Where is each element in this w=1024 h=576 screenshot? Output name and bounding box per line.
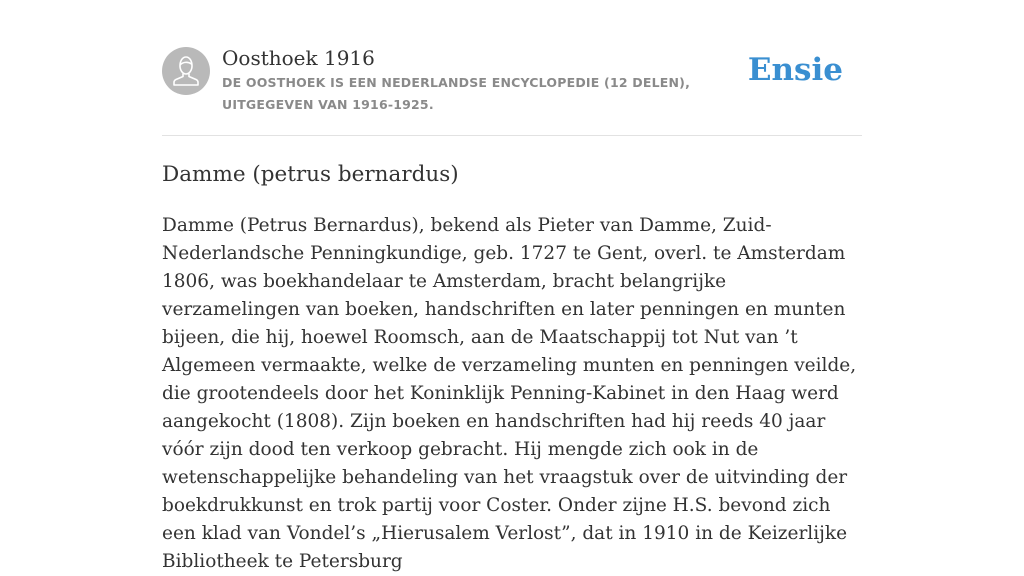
source-header	[162, 46, 862, 116]
ensie-logo[interactable]: Ensie	[747, 52, 843, 88]
entry-title: Damme (petrus bernardus)	[162, 162, 459, 187]
entry-body: Damme (Petrus Bernardus), bekend als Pieter van Damme, Zuid-Nederlandsche Penningkundige, geb. 1727 te Gent, overl. te Amsterdam 1806, was boekhandelaar te Amsterdam, bracht belangrijke verzamelingen van boeken, handschriften en later penningen en munten bijeen, die hij, hoewel Roomsch, aan de Maatschappij tot Nut van ’t Algemeen vermaakte, welke de verzameling munten en penningen veilde, die grootendeels door het Koninklijk Penning-Kabinet in den Haag werd aangekocht (1808). Zijn boeken en handschriften had hij reeds 40 jaar vóór zijn dood ten verkoop gebracht. Hij mengde zich ook in de wetenschappelijke behandeling van het vraagstuk over de uitvinding der boekdrukkunst en trok partij voor Coster. Onder zijne H.S. bevond zich een klad van Vondel’s „Hierusalem Verlost”, dat in 1910 in de Keizerlijke Bibliotheek te Petersburg	[162, 215, 857, 572]
header-divider	[162, 135, 862, 136]
source-avatar[interactable]	[162, 47, 210, 95]
user-silhouette-icon	[162, 47, 210, 95]
source-description: DE OOSTHOEK IS EEN NEDERLANDSE ENCYCLOPEDIE (12 DELEN), UITGEGEVEN VAN 1916-1925.	[222, 75, 691, 112]
source-title[interactable]: Oosthoek 1916	[222, 46, 375, 70]
